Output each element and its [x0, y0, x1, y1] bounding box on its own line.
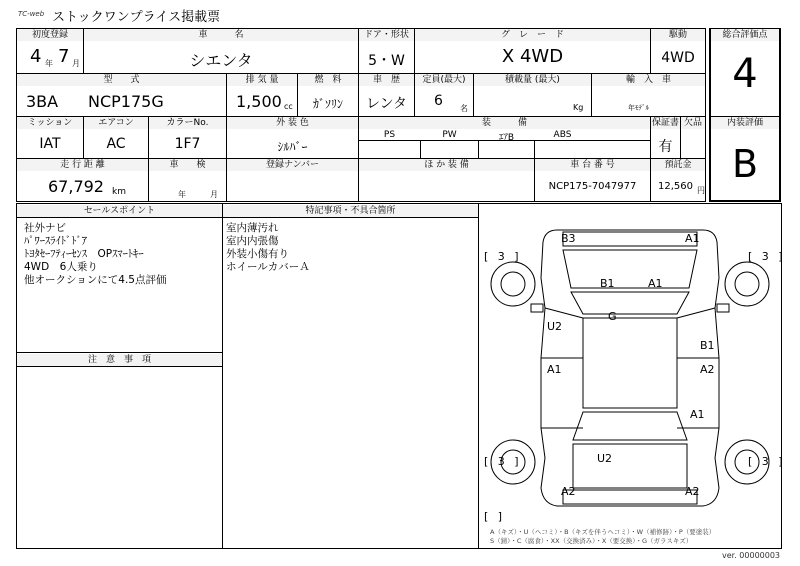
chassis-number: NCP175-7047977: [548, 181, 637, 192]
mileage-value: 67,792: [48, 177, 104, 196]
sales-points-label: セールスポイント: [17, 205, 222, 217]
tire-rl-bracket: [ 3 ]: [484, 455, 522, 468]
inspection-label: 車 検: [149, 159, 226, 171]
logo: TC-web: [18, 10, 45, 18]
damage-mark-a1-left: A1: [547, 363, 562, 376]
list-item: 外装小傷有り: [226, 248, 289, 260]
list-item: ﾊﾟﾜｰｽﾗｲﾄﾞﾄﾞｱ: [24, 235, 87, 247]
color-no-label: カラーNo.: [149, 117, 226, 129]
front-bumper: [563, 232, 697, 246]
damage-mark-u2-rear: U2: [597, 452, 613, 465]
damage-mark-b1-right: B1: [700, 339, 715, 352]
windshield: [571, 292, 689, 314]
tire-fl-bracket: [ 3 ]: [484, 250, 522, 263]
load-label: 積載量 (最大): [474, 74, 591, 86]
capacity-unit: 名: [460, 104, 468, 113]
car-name: シエンタ: [189, 51, 253, 70]
month-unit: 月: [72, 59, 80, 68]
mission-label: ミッション: [17, 117, 83, 129]
aircon-label: エアコン: [84, 117, 148, 129]
door-value: 5・W: [368, 53, 405, 69]
history-value: レンタ: [365, 96, 408, 112]
door-label: ドア・形状: [359, 29, 414, 41]
drive-label: 駆動: [651, 29, 705, 41]
list-item: ﾄﾖﾀｾｰﾌﾃｨｰｾﾝｽ OPｽﾏｰﾄｷｰ: [24, 248, 144, 260]
legend-line: A（キズ）・U（ヘコミ）・B（キズを伴うヘコミ）・W（補修跡）・P（要塗装）: [490, 528, 716, 536]
remarks-list: [226, 222, 310, 274]
model-label: 型 式: [17, 74, 226, 86]
list-item: 室内内張傷: [226, 235, 279, 247]
displacement-label: 排 気 量: [227, 74, 297, 86]
car-damage-diagram: [479, 218, 781, 518]
spare-tire-bracket: [ ]: [484, 510, 506, 523]
load-unit: Kg: [573, 103, 584, 112]
right-mirror: [717, 304, 729, 312]
mileage-unit: km: [112, 187, 126, 197]
fuel-label: 燃 料: [298, 74, 358, 86]
damage-mark-u2-left: U2: [547, 320, 563, 333]
mileage-label: 走 行 距 離: [17, 159, 148, 171]
left-mirror: [531, 304, 543, 312]
chassis-label: 車 台 番 号: [535, 159, 650, 171]
capacity-value: 6: [434, 93, 443, 109]
warranty-value: 有: [658, 139, 673, 155]
equipment-pw: PW: [442, 130, 457, 140]
equipment-ps: PS: [383, 130, 396, 140]
sales-points-list: [24, 222, 167, 287]
other-equipment-label: ほ か 装 備: [359, 159, 534, 171]
drive-value: 4WD: [661, 50, 695, 66]
notes-label: 注 意 事 項: [17, 354, 222, 366]
damage-mark-a1-roof: A1: [648, 277, 663, 290]
interior-score: B: [731, 142, 759, 186]
damage-mark-b3: B3: [561, 232, 576, 245]
overall-score: 4: [732, 51, 758, 97]
displacement-unit: cc: [284, 102, 293, 111]
registration-label: 初度登録: [17, 29, 83, 41]
registration-month: 7: [58, 46, 70, 67]
grade-label: グ レ ー ド: [415, 29, 650, 41]
damage-mark-a1-front: A1: [685, 232, 700, 245]
rear-glass: [573, 412, 687, 440]
plate-label: 登録ナンバー: [227, 159, 358, 171]
capacity-label: 定員(最大): [415, 74, 473, 86]
list-item: ホイールカバーＡ: [226, 261, 310, 273]
car-name-label: 車 名: [84, 29, 358, 41]
registration-year: 4: [30, 46, 42, 67]
deposit-value: 12,560: [658, 181, 693, 192]
color-label: 外 装 色: [227, 117, 358, 129]
equipment-airbag: ｴｱB: [498, 133, 515, 143]
mission-value: IAT: [39, 136, 61, 152]
rear-bumper: [563, 490, 697, 504]
list-item: 室内薄汚れ: [226, 222, 279, 234]
legend-line: S（錆）・C（腐食）・XX（交換済み）・X（要交換）・G（ガラスキズ）: [490, 537, 693, 545]
tire-fr-bracket: [ 3 ]: [748, 250, 786, 263]
front-right-wheel: [725, 262, 769, 306]
front-left-wheel: [491, 262, 535, 306]
damage-mark-g: G: [608, 310, 617, 323]
roof: [583, 318, 677, 408]
hood: [563, 250, 697, 288]
year-unit: 年: [45, 59, 53, 68]
import-label: 輸 入 車: [592, 74, 705, 86]
rear-gate: [573, 444, 687, 488]
model-prefix: 3BA: [26, 92, 59, 111]
import-model-year: 年ﾓﾃﾞﾙ: [628, 104, 649, 112]
equipment-label: 装 備: [359, 117, 650, 129]
displacement-value: 1,500: [236, 92, 282, 111]
list-item: 4WD 6人乗り: [24, 261, 98, 273]
deposit-unit: 円: [697, 186, 705, 195]
inspection-month-unit: 月: [210, 190, 218, 199]
damage-mark-a2-rear-right: A2: [685, 485, 700, 498]
grade-value: X 4WD: [501, 46, 564, 67]
color-no-value: 1F7: [174, 136, 201, 152]
damage-mark-a2-rear-left: A2: [561, 485, 576, 498]
interior-score-label: 内装評価: [711, 117, 779, 129]
history-label: 車 歴: [359, 74, 414, 86]
inspection-year-unit: 年: [178, 190, 186, 199]
damage-mark-b1-roof: B1: [600, 277, 615, 290]
fuel-value: ｶﾞｿﾘﾝ: [312, 97, 343, 111]
aircon-value: AC: [106, 136, 126, 152]
model-code: NCP175G: [88, 92, 164, 111]
damage-mark-a1-right: A1: [690, 408, 705, 421]
list-item: 社外ナビ: [24, 222, 66, 234]
damage-legend: [490, 528, 715, 546]
document-title: ストックワンプライス掲載票: [52, 10, 221, 25]
tire-rr-bracket: [ 3 ]: [748, 455, 786, 468]
missing-items-label: 欠品: [681, 117, 705, 129]
overall-score-label: 総合評価点: [711, 29, 779, 41]
warranty-label: 保証書: [651, 118, 679, 128]
list-item: 他オークションにて4.5点評価: [24, 274, 167, 286]
version-label: ver. 00000003: [722, 551, 781, 560]
damage-mark-a2-right: A2: [700, 363, 715, 376]
equipment-abs: ABS: [553, 130, 572, 140]
deposit-label: 預託金: [651, 159, 705, 171]
remarks-label: 特記事項・不具合箇所: [223, 205, 478, 217]
color-value: ｼﾙﾊﾞｰ: [277, 140, 308, 154]
